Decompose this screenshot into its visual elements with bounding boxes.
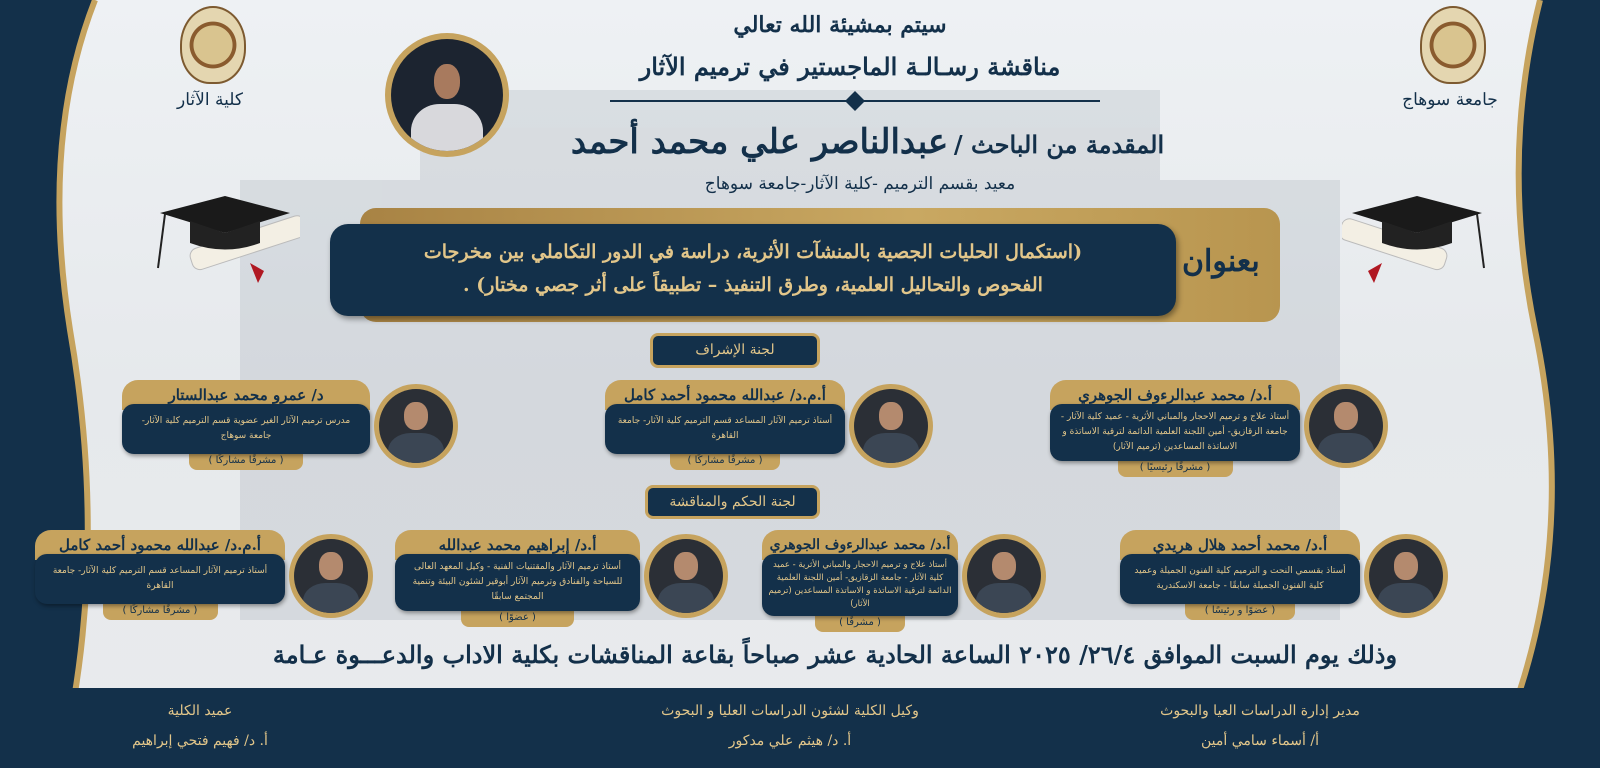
signatory [20, 696, 380, 756]
researcher-photo [385, 33, 509, 157]
supervisor-card [605, 380, 845, 470]
signatory-title: مدير إدارة الدراسات العيا والبحوث [1160, 703, 1360, 719]
examiner-card [395, 530, 640, 627]
examination-heading: لجنة الحكم والمناقشة [645, 485, 820, 519]
member-role: ( عضوًا و رئيسًا ) [1185, 602, 1295, 620]
member-name: أ.د/ محمد عبدالرءوف الجوهري [762, 530, 958, 560]
thesis-label: بعنوان [1182, 244, 1260, 279]
member-role: ( مشرفًا مشاركًا ) [103, 602, 218, 620]
thesis-title-line2: الفحوص والتحاليل العلمية، وطرق التنفيذ – تطبيقاً على أثر جصي مختار) . [463, 274, 1043, 296]
examiner-card [1120, 530, 1360, 620]
member-role: ( مشرفًا ) [815, 614, 905, 632]
member-name: أ.د/ محمد أحمد هلال هريدي [1120, 530, 1360, 560]
presenter-line [515, 122, 1220, 162]
member-description: أستاذ ترميم الآثار والمقتنيات الفنية - وكيل المعهد العالى للسياحة والفنادق وترميم الآثار أبوقير لشئون البيئة وتنمية المجتمع سابقًا [395, 554, 640, 611]
member-description: أستاذ ترميم الآثار المساعد قسم الترميم كلية الآثار- جامعة القاهرة [35, 554, 285, 604]
signatory-name: أ. د/ هيثم علي مدكور [728, 733, 852, 749]
university-label: جامعة سوهاج [1402, 90, 1498, 110]
header-line1: سيتم بمشيئة الله تعالي [733, 12, 947, 38]
member-description: أستاذ علاج و ترميم الاحجار والمباني الأثرية - عميد كلية الآثار - جامعة الزقازيق- أمين اللجنة العلمية الدائمة لترقية الاساتذة و الاساتذة المساعدين (ترميم الآثار) [762, 554, 958, 616]
member-name: أ.د/ محمد عبدالرءوف الجوهري [1050, 380, 1300, 410]
member-name: أ.م.د/ عبدالله محمود أحمد كامل [605, 380, 845, 410]
member-name: د/ عمرو محمد عبدالستار [122, 380, 370, 410]
event-details: وذلك يوم السبت الموافق ٢٦/٤/ ٢٠٢٥ الساعة الحادية عشر صباحاً بقاعة المناقشات بكلية الاداب والدعـــوة عـامة [272, 640, 1398, 669]
member-role: ( مشرفًا مشاركًا ) [189, 452, 303, 470]
member-photo [644, 534, 728, 618]
member-photo [1304, 384, 1388, 468]
presenter-prefix: المقدمة من الباحث / [953, 130, 1165, 159]
examiner-card [35, 530, 285, 620]
member-photo [289, 534, 373, 618]
thesis-title-box [330, 224, 1176, 316]
graduation-cap-icon [1342, 188, 1492, 298]
signatory-title: وكيل الكلية لشئون الدراسات العليا و البحوث [661, 703, 919, 719]
signatory-name: أ/ أسماء سامي أمين [1201, 733, 1319, 749]
graduation-cap-icon [150, 188, 300, 298]
faculty-label: كلية الآثار [177, 90, 243, 110]
member-description: مدرس ترميم الآثار الغير عضوية قسم الترميم كلية الآثار- جامعة سوهاج [122, 404, 370, 454]
header-line2: مناقشة رسـالـة الماجستير في ترميم الآثار [639, 52, 1061, 81]
presenter-affiliation: معيد بقسم الترميم -كلية الآثار-جامعة سوهاج [704, 174, 1016, 194]
member-role: ( مشرفًا رئيسيًا ) [1118, 459, 1233, 477]
supervision-heading: لجنة الإشراف [650, 333, 820, 368]
member-role: ( مشرفًا مشاركًا ) [670, 452, 780, 470]
member-photo [374, 384, 458, 468]
signatory-title: عميد الكلية [167, 703, 233, 719]
member-photo [962, 534, 1046, 618]
presenter-name: عبدالناصر علي محمد أحمد [570, 122, 949, 162]
signatory-name: أ. د/ فهيم فتحي إبراهيم [132, 733, 268, 749]
member-photo [1364, 534, 1448, 618]
examiner-card [762, 530, 958, 632]
member-role: ( عضوًا ) [461, 609, 574, 627]
signatory [610, 696, 970, 756]
supervisor-card [122, 380, 370, 470]
supervisor-card [1050, 380, 1300, 477]
member-description: أستاذ ترميم الآثار المساعد قسم الترميم كلية الآثار- جامعة القاهرة [605, 404, 845, 454]
member-description: أستاذ بقسمي النحت و الترميم كلية الفنون الجميلة وعميد كلية الفنون الجميلة سابقًا - جامعة الاسكندرية [1120, 554, 1360, 604]
member-description: أستاذ علاج و ترميم الاحجار والمباني الأثرية - عميد كلية الآثار - جامعة الزقازيق- أمين اللجنة العلمية الدائمة لترقية الاساتذة و الاساتذة المساعدين (ترميم الآثار) [1050, 404, 1300, 461]
thesis-title-line1: (استكمال الحليات الجصية بالمنشآت الأثرية، دراسة في الدور التكاملي بين مخرجات [423, 241, 1083, 263]
signatory [1080, 696, 1440, 756]
member-name: أ.د/ إبراهيم محمد عبدالله [395, 530, 640, 560]
member-name: أ.م.د/ عبدالله محمود أحمد كامل [35, 530, 285, 560]
member-photo [849, 384, 933, 468]
